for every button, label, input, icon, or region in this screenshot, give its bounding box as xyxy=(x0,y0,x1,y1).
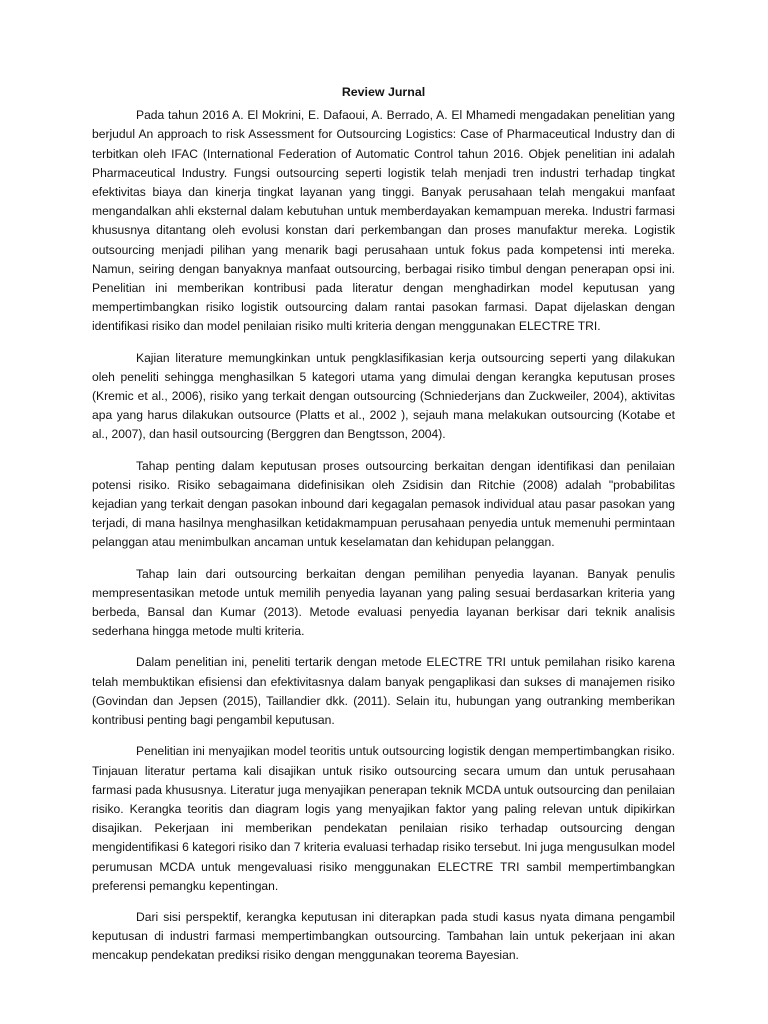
paragraph-3: Tahap penting dalam keputusan proses outsourcing berkaitan dengan identifikasi dan penilaian potensi risiko. Risiko sebagaimana didefinisikan oleh Zsidisin dan Ritchie (2008) adalah "probabilitas kejadian yang terkait dengan pasokan inbound dari kegagalan pemasok individual atau pasar pasokan yang terjadi, di mana hasilnya menghasilkan ketidakmampuan perusahaan penyedia untuk memenuhi permintaan pelanggan atau menimbulkan ancaman untuk keselamatan dan kehidupan pelanggan. xyxy=(92,458,675,550)
paragraph-6: Penelitian ini menyajikan model teoritis untuk outsourcing logistik dengan mempertimbangkan risiko. Tinjauan literatur pertama kali disajikan untuk risiko outsourcing secara umum dan untuk perusahaan farmasi pada khususnya. Literatur juga menyajikan penerapan teknik MCDA untuk outsourcing dan penilaian risiko. Kerangka teoritis dan diagram logis yang menyajikan faktor yang paling relevan untuk dipikirkan disajikan. Pekerjaan ini memberikan pendekatan penilaian risiko terhadap outsourcing dengan mengidentifikasi 6 kategori risiko dan 7 kriteria evaluasi terhadap risiko tersebut. Ini juga mengusulkan model perumusan MCDA untuk mengevaluasi risiko menggunakan ELECTRE TRI sambil mempertimbangkan preferensi pemangku kepentingan. xyxy=(92,744,675,893)
paragraph-7: Dari sisi perspektif, kerangka keputusan ini diterapkan pada studi kasus nyata dimana pengambil keputusan di industri farmasi mempertimbangkan outsourcing. Tambahan lain untuk pekerjaan ini akan mencakup pendekatan prediksi risiko dengan menggunakan teorema Bayesian. xyxy=(92,909,675,963)
paragraph-4: Tahap lain dari outsourcing berkaitan dengan pemilihan penyedia layanan. Banyak penulis mempresentasikan metode untuk memilih penyedia layanan yang paling sesuai berdasarkan kriteria yang berbeda, Bansal dan Kumar (2013). Metode evaluasi penyedia layanan berkisar dari teknik analisis sederhana hingga metode multi kriteria. xyxy=(92,566,675,639)
paragraph-5: Dalam penelitian ini, peneliti tertarik dengan metode ELECTRE TRI untuk pemilahan risiko karena telah membuktikan efisiensi dan efektivitasnya dalam banyak pengaplikasi dan sukses di manajemen risiko (Govindan dan Jepsen (2015), Taillandier dkk. (2011). Selain itu, hubungan yang outranking memberikan kontribusi penting bagi pengambil keputusan. xyxy=(92,655,675,728)
document-page xyxy=(92,83,675,966)
paragraph-1: Pada tahun 2016 A. El Mokrini, E. Dafaoui, A. Berrado, A. El Mhamedi mengadakan penelitian yang berjudul An approach to risk Assessment for Outsourcing Logistics: Case of Pharmaceutical Industry dan di terbitkan oleh IFAC (International Federation of Automatic Control tahun 2016. Objek penelitian ini adalah Pharmaceutical Industry. Fungsi outsourcing seperti logistik telah menjadi tren industri terhadap tingkat efektivitas biaya dan kinerja tingkat layanan yang tinggi. Banyak perusahaan telah mengakui manfaat mengandalkan ahli eksternal dalam kebutuhan untuk memberdayakan kemampuan mereka. Industri farmasi khususnya ditantang oleh evolusi konstan dari perkembangan dan proses manufaktur mereka. Logistik outsourcing menjadi pilihan yang menarik bagi perusahaan untuk fokus pada kompetensi inti mereka. Namun, seiring dengan banyaknya manfaat outsourcing, berbagai risiko timbul dengan penerapan opsi ini. Penelitian ini memberikan kontribusi pada literatur dengan menghadirkan model keputusan yang mempertimbangkan risiko logistik outsourcing dalam rantai pasokan farmasi. Dapat dijelaskan dengan identifikasi risiko dan model penilaian risiko multi kriteria dengan menggunakan ELECTRE TRI. xyxy=(92,108,675,334)
document-title: Review Jurnal xyxy=(341,85,426,99)
paragraph-2: Kajian literature memungkinkan untuk pengklasifikasian kerja outsourcing seperti yang dilakukan oleh peneliti sehingga menghasilkan 5 kategori utama yang dimulai dengan kerangka keputusan proses (Kremic et al., 2006), risiko yang terkait dengan outsourcing (Schniederjans dan Zuckweiler, 2004), aktivitas apa yang harus dilakukan outsource (Platts et al., 2002 ), sejauh mana melakukan outsourcing (Kotabe et al., 2007), dan hasil outsourcing (Berggren dan Bengtsson, 2004). xyxy=(92,350,675,442)
